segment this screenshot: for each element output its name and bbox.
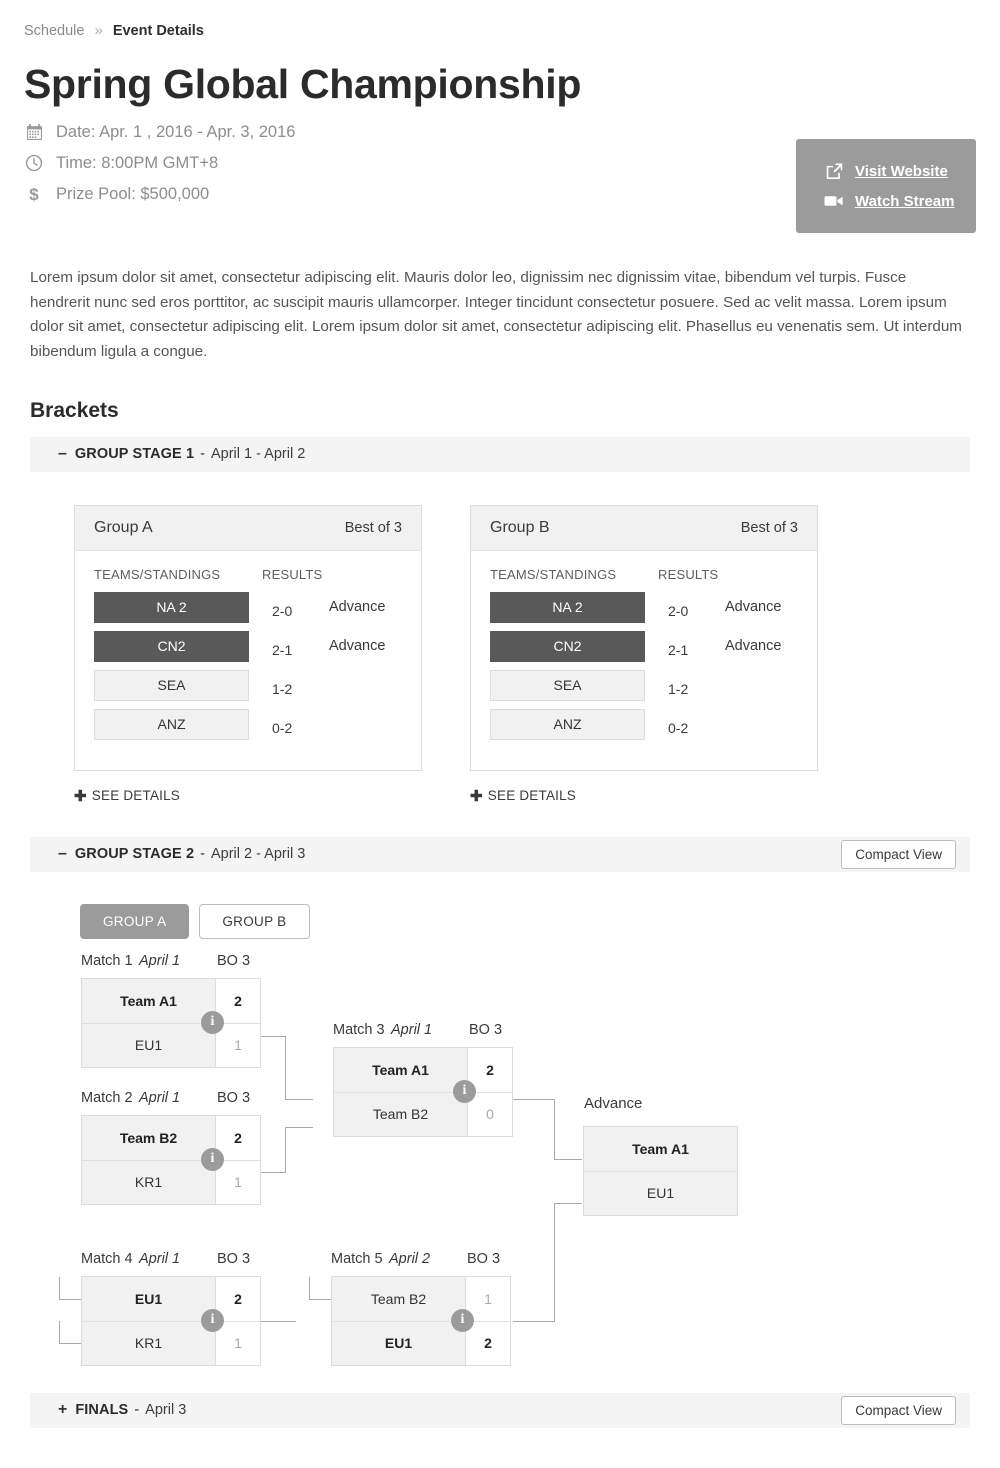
group-a-header <box>75 506 421 551</box>
event-prize-text: Prize Pool: $500,000 <box>56 184 210 203</box>
group-a-see-details-button[interactable] <box>74 787 422 805</box>
group-b-status: Advance <box>725 637 782 654</box>
match-4-best-of: BO 3 <box>217 1250 251 1267</box>
group-b-status: Advance <box>725 598 782 615</box>
group-b-col-results: RESULTS <box>658 566 719 582</box>
page-title: Spring Global Championship <box>24 61 582 107</box>
match-2-row[interactable] <box>82 1116 260 1160</box>
group-b-score: 2-0 <box>668 602 689 619</box>
connector-line <box>59 1343 81 1344</box>
match-2-row[interactable] <box>82 1160 260 1204</box>
match-1-date: April 1 <box>139 952 181 969</box>
connector-line <box>285 1036 286 1099</box>
external-link-icon <box>824 161 844 181</box>
group-a-status: Advance <box>329 598 386 615</box>
match-5 <box>331 1251 511 1366</box>
group-a-see-details-label: SEE DETAILS <box>91 788 181 803</box>
group-stage-1-name: GROUP STAGE 1 <box>74 446 195 462</box>
match-4-team: EU1 <box>134 1290 163 1307</box>
match-3-info-icon[interactable]: i <box>453 1080 476 1103</box>
connector-line <box>59 1321 60 1343</box>
breadcrumb-separator-icon: » <box>94 22 103 39</box>
connector-line <box>285 1099 313 1100</box>
event-description: Lorem ipsum dolor sit amet, consectetur adipiscing elit. Mauris dolor leo, dignissim nec dignissim vitae, bibendum vel turpis. Fusce hendrerit nunc sed eros porttitor, ac suscipit mauris ullamcorper. Integer tincidunt consectetur posuere. Sed ac velit massa. Lorem ipsum dolor sit amet, consectetur adipiscing elit. Lorem ipsum dolor sit amet, consectetur adipiscing elit. Phasellus eu venenatis sem. Ut interdum bibendum ligula a congue. <box>30 269 962 360</box>
connector-line <box>554 1203 582 1204</box>
group-stage-2-tabs <box>24 904 976 939</box>
watch-stream-label: Watch Stream <box>855 192 955 210</box>
clock-icon <box>24 153 44 173</box>
group-a-col-results: RESULTS <box>262 566 323 582</box>
match-1-score: 2 <box>215 979 260 1023</box>
group-b-name: Group B <box>490 518 550 536</box>
match-5-info-icon[interactable]: i <box>451 1309 474 1332</box>
advance-row[interactable] <box>584 1127 737 1171</box>
finals-compact-view-button[interactable]: Compact View <box>841 1396 956 1425</box>
match-3-number: Match 3 <box>333 1021 385 1038</box>
match-3-header <box>333 1022 513 1040</box>
group-a-best-of: Best of 3 <box>344 519 402 536</box>
advance-label: Advance <box>584 1094 643 1112</box>
group-stage-2-dash: - <box>200 846 205 862</box>
group-a-score: 2-1 <box>272 641 293 658</box>
table-row[interactable] <box>94 592 402 623</box>
match-1-row[interactable] <box>82 979 260 1023</box>
advance-row[interactable] <box>584 1171 737 1215</box>
finals-dash: - <box>134 1402 140 1418</box>
table-row[interactable] <box>490 709 798 740</box>
match-2-score: 1 <box>215 1161 260 1204</box>
match-2-date: April 1 <box>139 1089 181 1106</box>
match-4-score: 2 <box>215 1277 260 1321</box>
advance-box[interactable] <box>583 1126 738 1216</box>
match-4-score: 1 <box>215 1322 260 1365</box>
group-stage-2-dates: April 2 - April 3 <box>210 846 306 862</box>
match-2-header <box>81 1090 261 1108</box>
group-a-team-chip[interactable]: ANZ <box>94 709 249 740</box>
group-b-col-teams: TEAMS/STANDINGS <box>490 566 617 582</box>
connector-line <box>513 1321 555 1322</box>
breadcrumb-current: Event Details <box>112 22 204 39</box>
group-stage-1-groups <box>24 505 976 805</box>
table-row[interactable] <box>94 670 402 701</box>
group-a-score: 2-0 <box>272 602 293 619</box>
group-b-team-chip[interactable]: CN2 <box>490 631 645 662</box>
match-2-score: 2 <box>215 1116 260 1160</box>
match-2-info-icon[interactable]: i <box>201 1148 224 1171</box>
match-5-box[interactable] <box>331 1276 511 1366</box>
connector-line <box>513 1099 555 1100</box>
group-a-column-headers <box>94 567 402 582</box>
match-3-score: 0 <box>467 1093 512 1136</box>
watch-stream-button[interactable] <box>796 186 976 216</box>
table-row[interactable] <box>94 631 402 662</box>
group-stage-1-toggle-icon[interactable]: – <box>58 445 67 462</box>
group-stage-2-header[interactable] <box>30 837 970 872</box>
match-1-row[interactable] <box>82 1023 260 1067</box>
advance-team: Team A1 <box>632 1140 689 1157</box>
match-4-box[interactable] <box>81 1276 261 1366</box>
group-stage-2-compact-view-button[interactable]: Compact View <box>841 840 956 869</box>
match-2-number: Match 2 <box>81 1089 133 1106</box>
plus-icon: ✚ <box>74 787 87 805</box>
group-b-see-details-label: SEE DETAILS <box>487 788 577 803</box>
match-4-row[interactable] <box>82 1321 260 1365</box>
dollar-icon <box>24 184 44 204</box>
match-4-number: Match 4 <box>81 1250 133 1267</box>
match-5-team: EU1 <box>384 1335 413 1351</box>
match-5-number: Match 5 <box>331 1250 383 1267</box>
connector-line <box>554 1159 582 1160</box>
match-3-best-of: BO 3 <box>469 1021 503 1038</box>
match-1-number: Match 1 <box>81 952 133 969</box>
tab-group-b[interactable]: GROUP B <box>199 904 309 939</box>
match-1-score: 1 <box>215 1024 260 1067</box>
group-stage-1-dates: April 1 - April 2 <box>210 446 306 462</box>
calendar-icon <box>24 122 44 142</box>
visit-website-label: Visit Website <box>855 162 948 180</box>
finals-toggle-icon[interactable]: + <box>58 1401 68 1418</box>
connector-line <box>309 1299 331 1300</box>
match-5-row[interactable] <box>332 1321 510 1365</box>
match-3-team: Team B2 <box>372 1106 429 1122</box>
match-1-box[interactable] <box>81 978 261 1068</box>
match-2 <box>81 1090 261 1205</box>
group-a-team-chip[interactable]: SEA <box>94 670 249 701</box>
tab-group-a[interactable]: GROUP A <box>80 904 189 939</box>
event-date-text: Date: Apr. 1 , 2016 - Apr. 3, 2016 <box>56 122 296 141</box>
group-a-team-chip[interactable]: NA 2 <box>94 592 249 623</box>
svg-text:$: $ <box>29 185 39 203</box>
group-stage-1-dash: - <box>200 446 205 462</box>
event-time-text: Time: 8:00PM GMT+8 <box>56 153 219 172</box>
match-5-date: April 2 <box>389 1250 431 1267</box>
match-5-header <box>331 1251 511 1269</box>
match-3-row[interactable] <box>334 1048 512 1092</box>
finals-name: FINALS <box>75 1402 129 1418</box>
match-3 <box>333 1022 513 1137</box>
connector-line <box>309 1277 310 1299</box>
group-b-wrapper <box>470 505 818 805</box>
visit-website-button[interactable] <box>796 156 976 186</box>
match-4-header <box>81 1251 261 1269</box>
table-row[interactable] <box>490 631 798 662</box>
breadcrumb <box>24 0 976 39</box>
match-1-best-of: BO 3 <box>217 952 251 969</box>
match-1-team: EU1 <box>134 1037 163 1053</box>
group-b-best-of: Best of 3 <box>740 519 798 536</box>
group-b-team-chip[interactable]: SEA <box>490 670 645 701</box>
group-a-name: Group A <box>94 518 153 536</box>
match-4-team: KR1 <box>134 1335 163 1351</box>
group-b-score: 2-1 <box>668 641 689 658</box>
match-5-score: 2 <box>465 1322 510 1365</box>
match-5-best-of: BO 3 <box>467 1250 501 1267</box>
group-b-header <box>471 506 817 551</box>
group-b-see-details-button[interactable] <box>470 787 818 805</box>
group-b-card <box>470 505 818 771</box>
match-4 <box>81 1251 261 1366</box>
match-4-row[interactable] <box>82 1277 260 1321</box>
table-row[interactable] <box>490 592 798 623</box>
table-row[interactable] <box>94 709 402 740</box>
group-b-score: 0-2 <box>668 719 689 736</box>
match-2-best-of: BO 3 <box>217 1089 251 1106</box>
advance-team: EU1 <box>646 1185 675 1201</box>
group-stage-1-header[interactable] <box>30 437 970 472</box>
match-4-date: April 1 <box>139 1250 181 1267</box>
match-3-date: April 1 <box>391 1021 433 1038</box>
match-2-box[interactable] <box>81 1115 261 1205</box>
match-1-info-icon[interactable]: i <box>201 1011 224 1034</box>
group-b-team-chip[interactable]: ANZ <box>490 709 645 740</box>
connector-line <box>554 1099 555 1159</box>
connector-line <box>285 1127 313 1128</box>
match-5-row[interactable] <box>332 1277 510 1321</box>
match-2-team: Team B2 <box>119 1129 178 1146</box>
group-b-score: 1-2 <box>668 680 689 697</box>
group-b-team-chip[interactable]: NA 2 <box>490 592 645 623</box>
group-a-score: 1-2 <box>272 680 293 697</box>
group-a-card <box>74 505 422 771</box>
breadcrumb-schedule-link[interactable]: Schedule <box>24 22 85 39</box>
match-5-team: Team B2 <box>370 1290 427 1307</box>
match-3-team: Team A1 <box>372 1061 429 1078</box>
match-4-info-icon[interactable]: i <box>201 1309 224 1332</box>
group-a-status: Advance <box>329 637 386 654</box>
group-a-score: 0-2 <box>272 719 293 736</box>
table-row[interactable] <box>490 670 798 701</box>
connector-line <box>59 1299 81 1300</box>
plus-icon: ✚ <box>470 787 483 805</box>
group-a-wrapper <box>74 505 422 805</box>
match-5-score: 1 <box>465 1277 510 1321</box>
group-stage-2-toggle-icon[interactable]: – <box>58 845 67 862</box>
brackets-heading: Brackets <box>30 398 119 422</box>
connector-line <box>285 1127 286 1173</box>
video-camera-icon <box>824 191 844 211</box>
finals-header[interactable] <box>30 1393 970 1428</box>
match-3-row[interactable] <box>334 1092 512 1136</box>
event-actions-panel <box>796 139 976 233</box>
match-1-header <box>81 953 261 971</box>
bracket-tree <box>24 949 976 1369</box>
connector-line <box>554 1203 555 1321</box>
group-b-column-headers <box>490 567 798 582</box>
match-1-team: Team A1 <box>120 992 177 1009</box>
group-a-team-chip[interactable]: CN2 <box>94 631 249 662</box>
match-3-box[interactable] <box>333 1047 513 1137</box>
match-1 <box>81 953 261 1068</box>
group-a-col-teams: TEAMS/STANDINGS <box>94 566 221 582</box>
group-stage-2-name: GROUP STAGE 2 <box>74 846 195 862</box>
match-2-team: KR1 <box>134 1174 163 1190</box>
match-3-score: 2 <box>467 1048 512 1092</box>
finals-dates: April 3 <box>145 1402 187 1418</box>
connector-line <box>59 1277 60 1299</box>
